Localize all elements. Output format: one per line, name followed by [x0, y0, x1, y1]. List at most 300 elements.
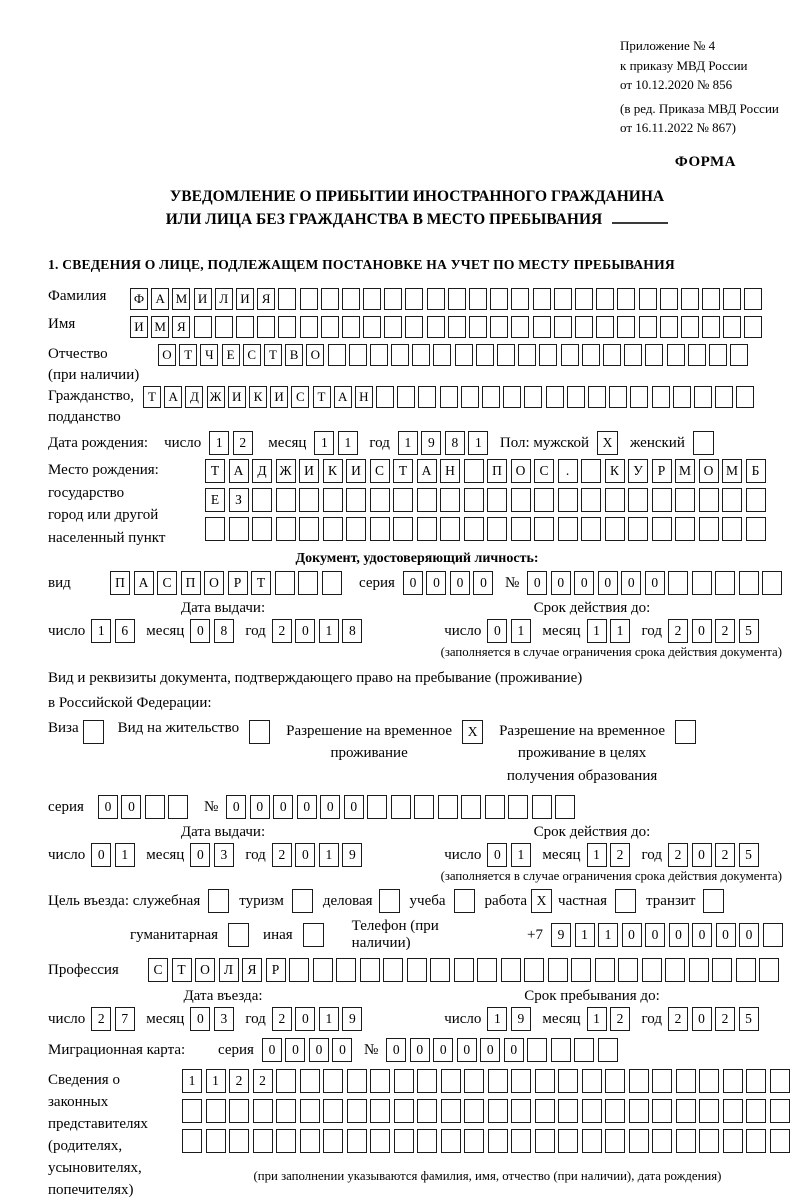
form-cell[interactable]	[464, 1099, 484, 1123]
form-cell[interactable]: 1	[319, 1007, 339, 1031]
form-cell[interactable]	[417, 1099, 437, 1123]
form-cell[interactable]	[558, 488, 578, 512]
form-cell[interactable]	[744, 288, 762, 310]
form-cell[interactable]	[571, 958, 591, 982]
form-cell[interactable]: 1	[398, 431, 418, 455]
form-cell[interactable]	[675, 488, 695, 512]
form-cell[interactable]: О	[204, 571, 224, 595]
form-cell[interactable]	[609, 386, 627, 408]
form-cell[interactable]: Б	[746, 459, 766, 483]
form-cell[interactable]: Р	[266, 958, 286, 982]
form-cell[interactable]	[511, 288, 529, 310]
form-cell[interactable]	[524, 386, 542, 408]
form-cell[interactable]: У	[628, 459, 648, 483]
form-cell[interactable]	[393, 488, 413, 512]
doc-type-cells[interactable]	[110, 571, 345, 595]
form-cell[interactable]	[346, 488, 366, 512]
form-cell[interactable]	[667, 344, 685, 366]
form-cell[interactable]: Ж	[207, 386, 225, 408]
form-cell[interactable]	[464, 459, 484, 483]
form-cell[interactable]: 1	[598, 923, 618, 947]
form-cell[interactable]	[567, 386, 585, 408]
form-cell[interactable]: Т	[172, 958, 192, 982]
form-cell[interactable]	[278, 316, 296, 338]
form-cell[interactable]	[394, 1099, 414, 1123]
form-cell[interactable]	[376, 386, 394, 408]
form-cell[interactable]	[652, 1099, 672, 1123]
form-cell[interactable]	[534, 488, 554, 512]
form-cell[interactable]	[581, 459, 601, 483]
form-cell[interactable]: 0	[645, 571, 665, 595]
citizenship-cells[interactable]	[143, 386, 757, 408]
form-cell[interactable]: 0	[645, 923, 665, 947]
form-cell[interactable]: Н	[440, 459, 460, 483]
form-cell[interactable]	[490, 316, 508, 338]
form-cell[interactable]	[533, 316, 551, 338]
form-cell[interactable]	[709, 344, 727, 366]
form-cell[interactable]: 2	[668, 843, 688, 867]
form-cell[interactable]: 2	[229, 1069, 249, 1093]
form-cell[interactable]: 0	[551, 571, 571, 595]
form-cell[interactable]: Р	[652, 459, 672, 483]
valid-day-cells[interactable]	[487, 843, 534, 867]
form-cell[interactable]	[417, 1129, 437, 1153]
purpose-business-checkbox[interactable]	[379, 889, 400, 913]
form-cell[interactable]	[618, 958, 638, 982]
form-cell[interactable]: В	[285, 344, 303, 366]
right-doc-number-cells[interactable]	[226, 795, 579, 819]
form-cell[interactable]	[770, 1069, 790, 1093]
form-cell[interactable]	[596, 316, 614, 338]
form-cell[interactable]: 0	[480, 1038, 500, 1062]
form-cell[interactable]	[427, 288, 445, 310]
form-cell[interactable]	[440, 517, 460, 541]
form-cell[interactable]	[694, 386, 712, 408]
form-cell[interactable]	[433, 344, 451, 366]
form-cell[interactable]: И	[130, 316, 148, 338]
birth-place-cells-row2[interactable]	[205, 488, 769, 512]
form-cell[interactable]	[488, 1069, 508, 1093]
form-cell[interactable]	[229, 1129, 249, 1153]
form-cell[interactable]: 2	[668, 619, 688, 643]
stay-year-cells[interactable]	[668, 1007, 762, 1031]
form-cell[interactable]	[617, 288, 635, 310]
form-cell[interactable]: 1	[209, 431, 229, 455]
purpose-official-checkbox[interactable]	[208, 889, 229, 913]
form-cell[interactable]: Я	[257, 288, 275, 310]
form-cell[interactable]	[300, 1099, 320, 1123]
form-cell[interactable]	[746, 517, 766, 541]
form-cell[interactable]	[488, 1099, 508, 1123]
form-cell[interactable]	[321, 288, 339, 310]
entry-month-cells[interactable]	[190, 1007, 237, 1031]
form-cell[interactable]: С	[157, 571, 177, 595]
form-cell[interactable]	[206, 1099, 226, 1123]
form-cell[interactable]: 2	[272, 619, 292, 643]
form-cell[interactable]	[370, 1099, 390, 1123]
form-cell[interactable]: 0	[332, 1038, 352, 1062]
form-cell[interactable]: 2	[253, 1069, 273, 1093]
form-cell[interactable]: 0	[504, 1038, 524, 1062]
form-cell[interactable]	[630, 386, 648, 408]
form-cell[interactable]	[252, 517, 272, 541]
purpose-work-checkbox[interactable]: X	[531, 889, 552, 913]
form-cell[interactable]	[582, 1069, 602, 1093]
migration-series-cells[interactable]	[262, 1038, 356, 1062]
form-cell[interactable]: 0	[98, 795, 118, 819]
form-cell[interactable]	[418, 386, 436, 408]
form-cell[interactable]: 1	[314, 431, 334, 455]
sex-male-checkbox[interactable]: X	[597, 431, 618, 455]
form-cell[interactable]	[539, 344, 557, 366]
form-cell[interactable]	[469, 288, 487, 310]
form-cell[interactable]: И	[299, 459, 319, 483]
form-cell[interactable]	[546, 386, 564, 408]
entry-day-cells[interactable]	[91, 1007, 138, 1031]
form-cell[interactable]: 2	[610, 1007, 630, 1031]
form-cell[interactable]: И	[194, 288, 212, 310]
form-cell[interactable]	[533, 288, 551, 310]
issue-month-cells[interactable]	[190, 619, 237, 643]
form-cell[interactable]: 7	[115, 1007, 135, 1031]
form-cell[interactable]: С	[291, 386, 309, 408]
form-cell[interactable]: 5	[739, 619, 759, 643]
form-cell[interactable]	[681, 316, 699, 338]
form-cell[interactable]	[652, 386, 670, 408]
form-cell[interactable]	[276, 488, 296, 512]
form-cell[interactable]	[501, 958, 521, 982]
form-cell[interactable]: 0	[295, 843, 315, 867]
form-cell[interactable]: 9	[342, 843, 362, 867]
form-cell[interactable]	[605, 1099, 625, 1123]
purpose-private-checkbox[interactable]	[615, 889, 636, 913]
form-cell[interactable]	[417, 517, 437, 541]
form-cell[interactable]	[605, 1129, 625, 1153]
form-cell[interactable]: 1	[511, 619, 531, 643]
form-cell[interactable]	[276, 1129, 296, 1153]
form-cell[interactable]	[551, 1038, 571, 1062]
form-cell[interactable]: 1	[182, 1069, 202, 1093]
form-cell[interactable]	[384, 316, 402, 338]
right-doc-series-cells[interactable]	[98, 795, 192, 819]
form-cell[interactable]	[229, 1099, 249, 1123]
form-cell[interactable]: 2	[233, 431, 253, 455]
form-cell[interactable]: 0	[622, 923, 642, 947]
form-cell[interactable]	[405, 316, 423, 338]
form-cell[interactable]	[723, 1129, 743, 1153]
form-cell[interactable]	[652, 488, 672, 512]
form-cell[interactable]: 1	[91, 619, 111, 643]
form-cell[interactable]	[744, 316, 762, 338]
form-cell[interactable]	[770, 1129, 790, 1153]
sex-female-checkbox[interactable]	[693, 431, 714, 455]
form-cell[interactable]	[676, 1099, 696, 1123]
form-cell[interactable]	[289, 958, 309, 982]
residence-permit-checkbox[interactable]	[249, 720, 270, 744]
form-cell[interactable]	[464, 488, 484, 512]
migration-number-cells[interactable]	[386, 1038, 621, 1062]
doc-series-cells[interactable]	[403, 571, 497, 595]
form-cell[interactable]	[558, 517, 578, 541]
form-cell[interactable]: А	[134, 571, 154, 595]
form-cell[interactable]	[252, 488, 272, 512]
form-cell[interactable]	[582, 1099, 602, 1123]
form-cell[interactable]: Т	[251, 571, 271, 595]
patronymic-cells[interactable]	[158, 344, 751, 366]
form-cell[interactable]	[770, 1099, 790, 1123]
form-cell[interactable]: 1	[587, 619, 607, 643]
form-cell[interactable]	[300, 1069, 320, 1093]
form-cell[interactable]	[605, 1069, 625, 1093]
form-cell[interactable]	[236, 316, 254, 338]
birth-month-cells[interactable]	[314, 431, 361, 455]
form-cell[interactable]: 1	[587, 843, 607, 867]
form-cell[interactable]	[370, 1129, 390, 1153]
form-cell[interactable]	[299, 488, 319, 512]
form-cell[interactable]: М	[722, 459, 742, 483]
form-cell[interactable]	[511, 488, 531, 512]
form-cell[interactable]: 0	[621, 571, 641, 595]
form-cell[interactable]	[596, 288, 614, 310]
form-cell[interactable]: 0	[262, 1038, 282, 1062]
form-cell[interactable]: 1	[468, 431, 488, 455]
form-cell[interactable]	[342, 316, 360, 338]
form-cell[interactable]: П	[110, 571, 130, 595]
temp-residence-checkbox[interactable]: X	[462, 720, 483, 744]
form-cell[interactable]	[323, 517, 343, 541]
form-cell[interactable]	[629, 1129, 649, 1153]
form-cell[interactable]	[582, 344, 600, 366]
form-cell[interactable]	[712, 958, 732, 982]
form-cell[interactable]: 0	[487, 619, 507, 643]
form-cell[interactable]: 0	[226, 795, 246, 819]
form-cell[interactable]: 0	[739, 923, 759, 947]
form-cell[interactable]: 2	[715, 843, 735, 867]
form-cell[interactable]	[363, 316, 381, 338]
form-cell[interactable]	[652, 1069, 672, 1093]
form-cell[interactable]	[323, 1129, 343, 1153]
form-cell[interactable]: А	[417, 459, 437, 483]
form-cell[interactable]	[391, 795, 411, 819]
representatives-cells-row1[interactable]	[182, 1069, 793, 1093]
form-cell[interactable]	[503, 386, 521, 408]
purpose-other-checkbox[interactable]	[303, 923, 324, 947]
form-cell[interactable]: Л	[215, 288, 233, 310]
form-cell[interactable]: С	[243, 344, 261, 366]
form-cell[interactable]	[603, 344, 621, 366]
form-cell[interactable]	[487, 517, 507, 541]
form-cell[interactable]	[639, 288, 657, 310]
form-cell[interactable]	[336, 958, 356, 982]
form-cell[interactable]	[476, 344, 494, 366]
form-cell[interactable]: И	[346, 459, 366, 483]
form-cell[interactable]	[229, 517, 249, 541]
form-cell[interactable]	[527, 1038, 547, 1062]
form-cell[interactable]	[715, 571, 735, 595]
form-cell[interactable]	[628, 517, 648, 541]
form-cell[interactable]	[464, 517, 484, 541]
form-cell[interactable]	[581, 517, 601, 541]
form-cell[interactable]: Т	[143, 386, 161, 408]
form-cell[interactable]	[430, 958, 450, 982]
form-cell[interactable]: 9	[342, 1007, 362, 1031]
form-cell[interactable]	[581, 488, 601, 512]
form-cell[interactable]	[194, 316, 212, 338]
form-cell[interactable]	[624, 344, 642, 366]
form-cell[interactable]: 1	[487, 1007, 507, 1031]
surname-cells[interactable]	[130, 288, 766, 310]
form-cell[interactable]	[699, 517, 719, 541]
form-cell[interactable]	[391, 344, 409, 366]
form-cell[interactable]	[676, 1069, 696, 1093]
form-cell[interactable]	[511, 1069, 531, 1093]
representatives-cells-row3[interactable]	[182, 1129, 793, 1153]
temp-residence-edu-checkbox[interactable]	[675, 720, 696, 744]
form-cell[interactable]: 0	[598, 571, 618, 595]
form-cell[interactable]	[461, 795, 481, 819]
form-cell[interactable]	[323, 488, 343, 512]
phone-cells[interactable]	[551, 923, 786, 947]
form-cell[interactable]	[574, 1038, 594, 1062]
form-cell[interactable]	[397, 386, 415, 408]
form-cell[interactable]	[323, 1099, 343, 1123]
form-cell[interactable]: Т	[313, 386, 331, 408]
form-cell[interactable]	[628, 488, 648, 512]
form-cell[interactable]	[275, 571, 295, 595]
form-cell[interactable]	[534, 517, 554, 541]
form-cell[interactable]	[508, 795, 528, 819]
form-cell[interactable]: Ж	[276, 459, 296, 483]
form-cell[interactable]	[182, 1099, 202, 1123]
form-cell[interactable]: Д	[252, 459, 272, 483]
form-cell[interactable]	[253, 1129, 273, 1153]
form-cell[interactable]: 0	[487, 843, 507, 867]
form-cell[interactable]: 0	[320, 795, 340, 819]
form-cell[interactable]: И	[270, 386, 288, 408]
form-cell[interactable]: 0	[190, 843, 210, 867]
form-cell[interactable]	[723, 1099, 743, 1123]
form-cell[interactable]	[488, 1129, 508, 1153]
form-cell[interactable]	[394, 1129, 414, 1153]
form-cell[interactable]: 1	[575, 923, 595, 947]
form-cell[interactable]: Я	[172, 316, 190, 338]
form-cell[interactable]	[464, 1129, 484, 1153]
form-cell[interactable]	[595, 958, 615, 982]
form-cell[interactable]	[582, 1129, 602, 1153]
issue-year-cells[interactable]	[272, 843, 366, 867]
form-cell[interactable]	[673, 386, 691, 408]
form-cell[interactable]	[405, 288, 423, 310]
form-cell[interactable]	[763, 923, 783, 947]
purpose-study-checkbox[interactable]	[454, 889, 475, 913]
form-cell[interactable]	[360, 958, 380, 982]
issue-day-cells[interactable]	[91, 843, 138, 867]
form-cell[interactable]	[723, 316, 741, 338]
form-cell[interactable]	[253, 1099, 273, 1123]
form-cell[interactable]	[645, 344, 663, 366]
form-cell[interactable]	[454, 958, 474, 982]
form-cell[interactable]: 9	[511, 1007, 531, 1031]
form-cell[interactable]	[702, 288, 720, 310]
form-cell[interactable]: 2	[91, 1007, 111, 1031]
form-cell[interactable]: 3	[214, 843, 234, 867]
form-cell[interactable]: О	[699, 459, 719, 483]
form-cell[interactable]: Ч	[200, 344, 218, 366]
form-cell[interactable]	[535, 1099, 555, 1123]
form-cell[interactable]	[278, 288, 296, 310]
form-cell[interactable]	[561, 344, 579, 366]
form-cell[interactable]: 0	[457, 1038, 477, 1062]
form-cell[interactable]	[370, 517, 390, 541]
form-cell[interactable]: 1	[319, 843, 339, 867]
form-cell[interactable]: 0	[574, 571, 594, 595]
valid-day-cells[interactable]	[487, 619, 534, 643]
form-cell[interactable]: Л	[219, 958, 239, 982]
form-cell[interactable]	[300, 316, 318, 338]
form-cell[interactable]	[558, 1129, 578, 1153]
form-cell[interactable]: А	[164, 386, 182, 408]
form-cell[interactable]	[639, 316, 657, 338]
form-cell[interactable]: 1	[319, 619, 339, 643]
form-cell[interactable]	[535, 1129, 555, 1153]
form-cell[interactable]: 1	[206, 1069, 226, 1093]
form-cell[interactable]	[323, 1069, 343, 1093]
form-cell[interactable]	[487, 488, 507, 512]
form-cell[interactable]	[681, 288, 699, 310]
form-cell[interactable]	[477, 958, 497, 982]
form-cell[interactable]: С	[370, 459, 390, 483]
form-cell[interactable]: 0	[410, 1038, 430, 1062]
form-cell[interactable]: Н	[355, 386, 373, 408]
form-cell[interactable]: К	[605, 459, 625, 483]
form-cell[interactable]	[688, 344, 706, 366]
form-cell[interactable]	[417, 488, 437, 512]
form-cell[interactable]	[342, 288, 360, 310]
form-cell[interactable]: 1	[115, 843, 135, 867]
form-cell[interactable]: 6	[115, 619, 135, 643]
form-cell[interactable]: А	[334, 386, 352, 408]
form-cell[interactable]	[722, 517, 742, 541]
form-cell[interactable]: М	[151, 316, 169, 338]
form-cell[interactable]: Т	[205, 459, 225, 483]
form-cell[interactable]	[699, 1129, 719, 1153]
form-cell[interactable]: 8	[445, 431, 465, 455]
form-cell[interactable]: 0	[692, 923, 712, 947]
form-cell[interactable]: Ф	[130, 288, 148, 310]
form-cell[interactable]: 0	[386, 1038, 406, 1062]
form-cell[interactable]	[558, 1099, 578, 1123]
birth-place-cells-row1[interactable]	[205, 459, 769, 483]
form-cell[interactable]	[299, 517, 319, 541]
given-name-cells[interactable]	[130, 316, 766, 338]
form-cell[interactable]	[448, 288, 466, 310]
form-cell[interactable]	[739, 571, 759, 595]
form-cell[interactable]: 0	[692, 1007, 712, 1031]
form-cell[interactable]	[383, 958, 403, 982]
form-cell[interactable]: О	[306, 344, 324, 366]
form-cell[interactable]: 1	[610, 619, 630, 643]
form-cell[interactable]: 0	[295, 1007, 315, 1031]
form-cell[interactable]	[660, 316, 678, 338]
form-cell[interactable]	[702, 316, 720, 338]
issue-day-cells[interactable]	[91, 619, 138, 643]
form-cell[interactable]: 0	[692, 619, 712, 643]
form-cell[interactable]: 0	[669, 923, 689, 947]
form-cell[interactable]	[746, 488, 766, 512]
form-cell[interactable]: 0	[190, 619, 210, 643]
form-cell[interactable]	[715, 386, 733, 408]
issue-month-cells[interactable]	[190, 843, 237, 867]
